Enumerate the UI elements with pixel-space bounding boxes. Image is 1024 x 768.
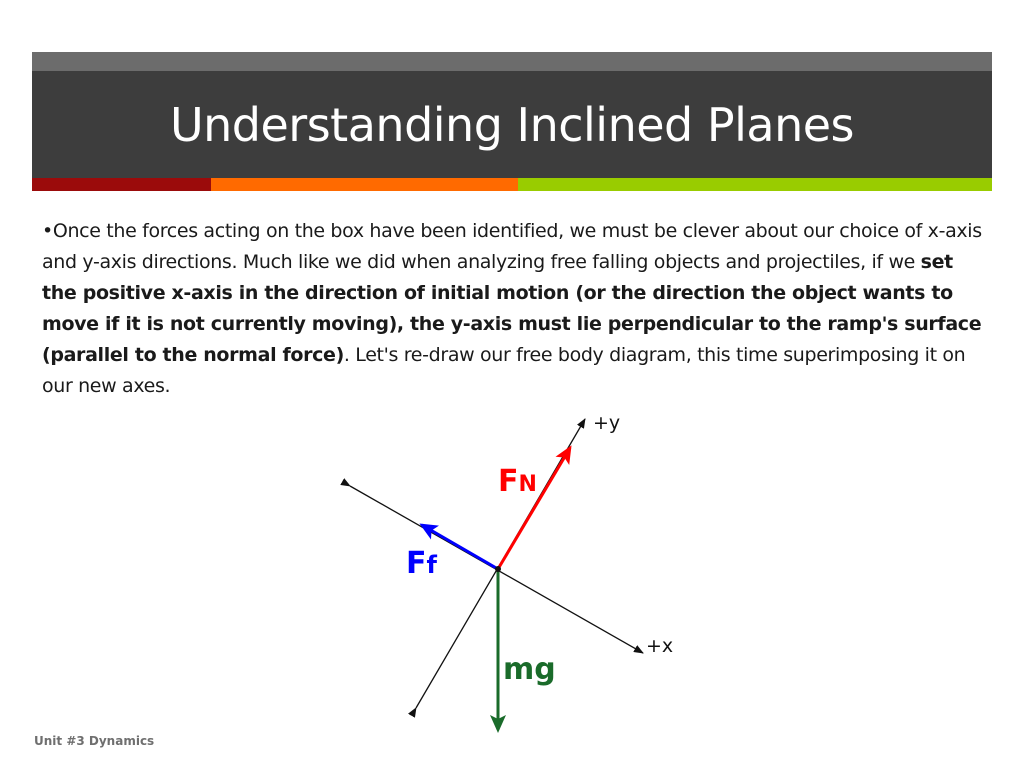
gravity-force-label: mg bbox=[503, 652, 556, 687]
friction-force-label-sub: f bbox=[426, 551, 437, 579]
slide-title: Understanding Inclined Planes bbox=[169, 97, 854, 152]
accent-bar-orange bbox=[211, 178, 518, 191]
normal-force-label-sub: N bbox=[518, 472, 537, 497]
x-axis-label: +x bbox=[646, 635, 674, 657]
friction-force-label-main: F bbox=[406, 546, 427, 581]
origin-dot bbox=[495, 566, 501, 572]
footer-text: Unit #3 Dynamics bbox=[34, 734, 155, 748]
bullet: • bbox=[42, 220, 53, 242]
title-bar bbox=[32, 71, 992, 178]
normal-force-label bbox=[498, 464, 537, 499]
body-paragraph bbox=[42, 216, 982, 402]
accent-bar-red bbox=[32, 178, 211, 191]
accent-bar-green bbox=[518, 178, 992, 191]
paragraph-text-1: Once the forces acting on the box have been identified, we must be clever about our choice of x-axis and y-axis directions. Much like we did when analyzing free falling objects and projectiles, if we bbox=[42, 220, 982, 273]
paragraph-bold-text: set the positive x-axis in the direction of initial motion (or the direction the object wants to move if it is not currently moving), the y-axis must lie perpendicular to the ramp's surface (parallel to the normal force) bbox=[42, 251, 982, 366]
header-top-strip bbox=[32, 52, 992, 71]
paragraph-text-2: . Let's re-draw our free body diagram, this time superimposing it on our new axes. bbox=[42, 344, 966, 397]
free-body-diagram bbox=[330, 405, 690, 740]
friction-force-label bbox=[406, 546, 438, 581]
y-axis-label: +y bbox=[593, 412, 621, 434]
normal-force-label-main: F bbox=[498, 464, 519, 499]
